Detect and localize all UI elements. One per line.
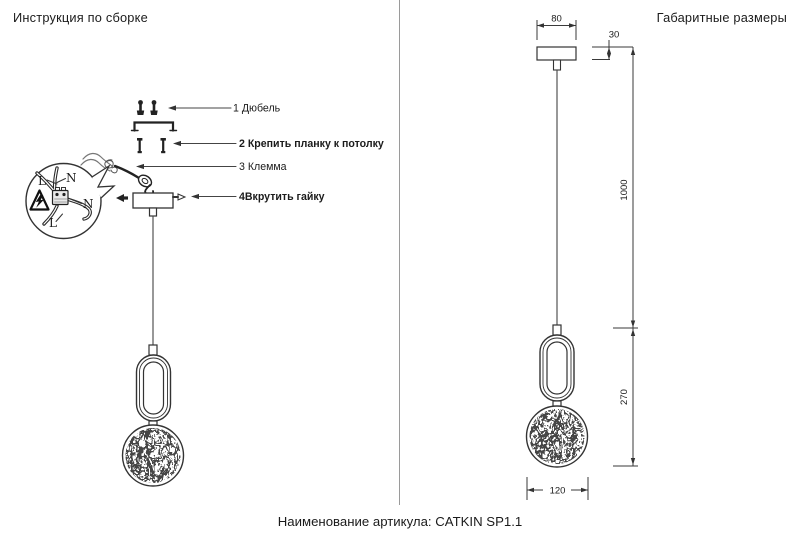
ceiling-plate (537, 47, 576, 60)
dim-cord-length: 1000 (619, 179, 630, 201)
crystal-sphere (527, 406, 588, 467)
terminal-block (53, 188, 69, 205)
step-label-2: 2 Крепить планку к потолку (239, 138, 384, 150)
dowel-icon (137, 100, 144, 115)
pendant-left (123, 216, 184, 486)
pendant-right (527, 47, 588, 467)
dimensions-title: Габаритные размеры (656, 10, 787, 25)
dim-canopy-height: 30 (608, 29, 620, 41)
oval-ring (540, 335, 574, 401)
assembly-diagram (26, 100, 384, 486)
mounting-strip (132, 123, 177, 131)
screw-icon (161, 138, 166, 153)
assembly-title: Инструкция по сборке (13, 10, 148, 25)
rotate-arrow-left-icon (116, 194, 128, 202)
rotate-arrow-right-icon (173, 194, 185, 200)
ceiling-canopy (116, 193, 185, 216)
article-caption: Наименование артикула: CATKIN SP1.1 (277, 514, 523, 529)
step-label-3: 3 Клемма (239, 161, 287, 173)
wire-label-L-top: L (38, 174, 46, 188)
cord-nut (136, 173, 153, 190)
ceiling-screws (137, 138, 166, 153)
step-label-1: 1 Дюбель (233, 102, 281, 115)
dim-fixture-height: 270 (619, 389, 630, 405)
step-label-4: 4Вкрутить гайку (239, 191, 325, 203)
wire-label-N-right: N (83, 197, 94, 211)
oval-ring (137, 355, 171, 421)
dowel-anchors (137, 100, 158, 115)
dimensions-diagram (527, 14, 639, 501)
wiring-detail-callout (26, 164, 114, 239)
step-leaders (138, 108, 236, 197)
crystal-sphere (123, 425, 184, 486)
screw-icon (137, 138, 142, 153)
wire-label-L-bottom: L (49, 216, 57, 230)
dim-shade-diameter: 120 (549, 485, 566, 497)
dim-canopy-width: 80 (551, 13, 562, 25)
dowel-icon (150, 100, 157, 115)
wire-label-N-top: N (66, 171, 77, 185)
